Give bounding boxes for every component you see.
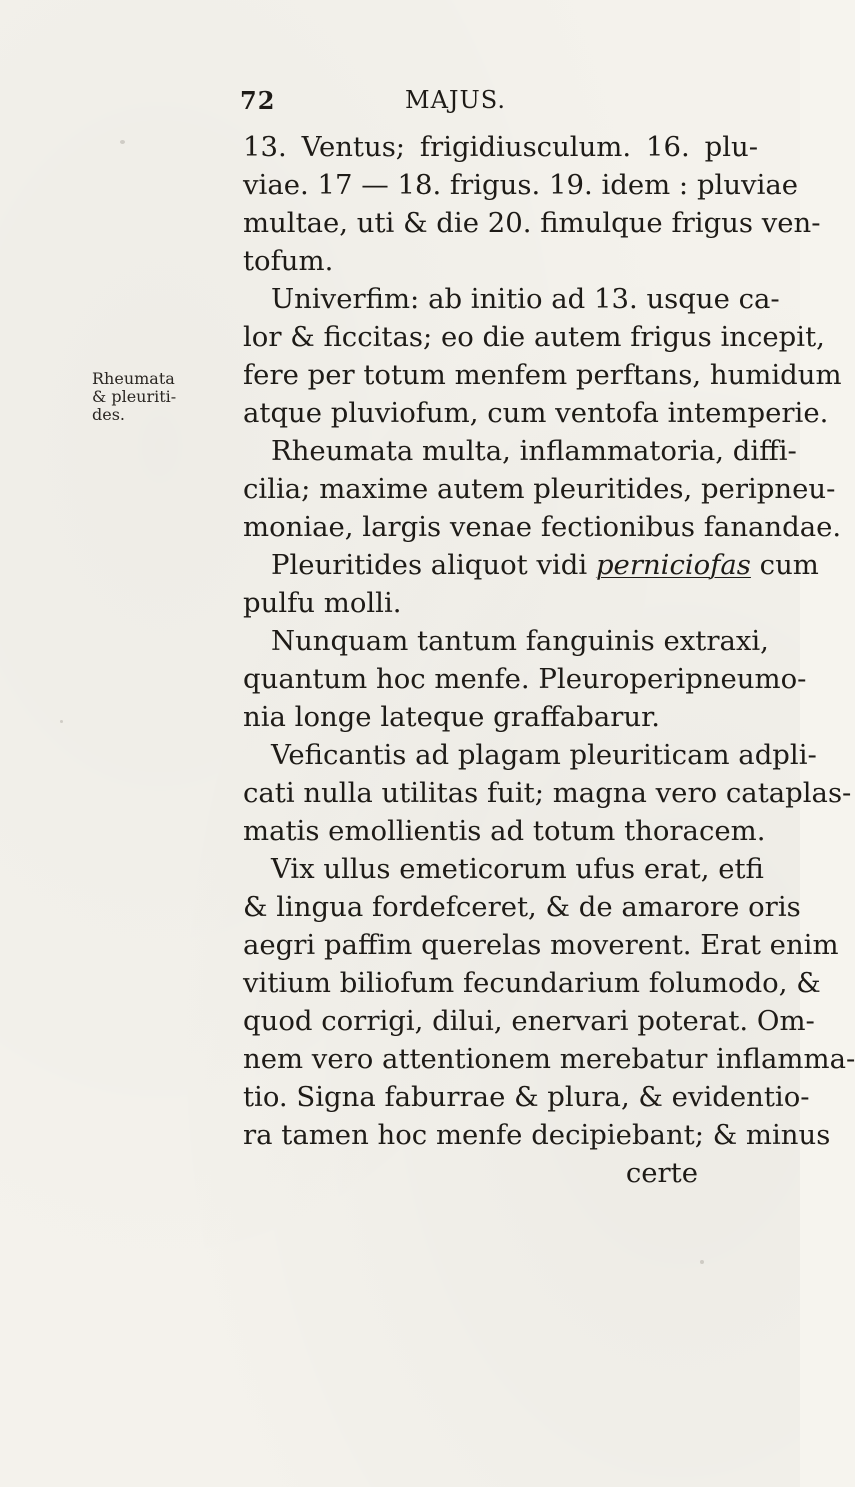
text-span: Pleuritides aliquot vidi [271, 549, 588, 581]
text-line: nia longe lateque graffabarur. [243, 701, 660, 733]
paper-speck [700, 1260, 704, 1264]
text-line: atque pluviofum, cum ventofa intemperie. [243, 397, 829, 429]
text-line: lor & ficcitas; eo die autem frigus incepit, [243, 321, 825, 353]
paper-speck [120, 140, 125, 144]
page-number: 72 [240, 86, 276, 115]
text-line [243, 546, 819, 584]
margin-note-line: des. [92, 405, 126, 424]
text-line: cati nulla utilitas fuit; magna vero cataplas- [243, 777, 852, 809]
text-line: Univerfim: ab initio ad 13. usque ca- [271, 283, 780, 315]
text-span: cum [750, 549, 819, 581]
text-line: quantum hoc menfe. Pleuroperipneumo- [243, 663, 807, 695]
text-line: quod corrigi, dilui, enervari poterat. Om- [243, 1005, 815, 1037]
running-title: MAJUS. [405, 86, 506, 114]
text-line: Vix ullus emeticorum ufus erat, etfi [271, 853, 764, 885]
margin-note-line: Rheumata [92, 369, 175, 388]
text-line: pulfu molli. [243, 587, 402, 619]
text-line: & lingua fordefceret, & de amarore oris [243, 891, 801, 923]
text-line: cilia; maxime autem pleuritides, peripneu- [243, 473, 836, 505]
text-line: nem vero attentionem merebatur inflamma- [243, 1043, 855, 1075]
text-line: ra tamen hoc menfe decipiebant; & minus [243, 1119, 831, 1151]
margin-note [92, 370, 222, 424]
text-line: viae. 17 — 18. frigus. 19. idem : pluviae [243, 169, 799, 201]
text-line: fere per totum menfem perftans, humidum [243, 359, 842, 391]
paper-speck [60, 720, 63, 723]
text-line: matis emollientis ad totum thoracem. [243, 815, 766, 847]
text-line: Veficantis ad plagam pleuriticam adpli- [271, 739, 817, 771]
text-line: tio. Signa faburrae & plura, & evidentio- [243, 1081, 810, 1113]
text-line: Rheumata multa, inflammatoria, diffi- [271, 435, 797, 467]
catchword: certe [625, 1157, 698, 1189]
margin-note-line: & pleuriti- [92, 387, 177, 406]
text-line: vitium biliofum fecundarium folumodo, & [243, 967, 821, 999]
text-line: tofum. [243, 245, 334, 277]
text-line: aegri paffim querelas moverent. Erat enim [243, 929, 839, 961]
italic-phrase: perniciofas [595, 549, 751, 581]
text-line: moniae, largis venae fectionibus fanandae. [243, 511, 842, 543]
text-line: 13. Ventus; frigidiusculum. 16. plu- [243, 131, 758, 163]
page-header [0, 86, 800, 116]
text-line: multae, uti & die 20. fimulque frigus ven- [243, 207, 821, 239]
text-line: Nunquam tantum fanguinis extraxi, [271, 625, 769, 657]
